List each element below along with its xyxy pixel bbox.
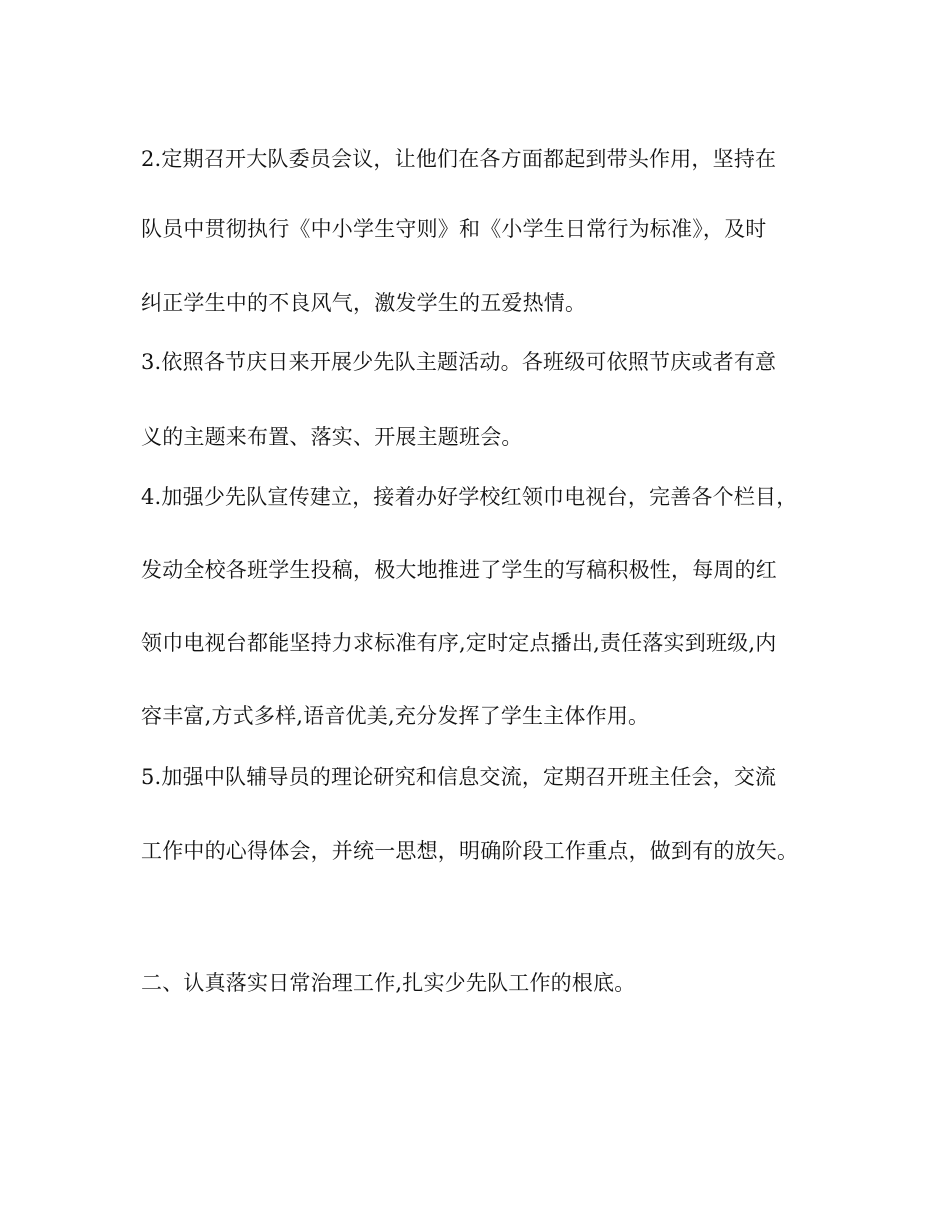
paragraph-line: 发动全校各班学生投稿，极大地推进了学生的写稿积极性，每周的红 <box>141 558 777 582</box>
paragraph-line: 5.加强中队辅导员的理论研究和信息交流，定期召开班主任会，交流 <box>141 765 777 789</box>
paragraph-line: 工作中的心得体会，并统一思想，明确阶段工作重点，做到有的放矢。 <box>141 839 799 863</box>
paragraph-line: 2.定期召开大队委员会议，让他们在各方面都起到带头作用，坚持在 <box>141 147 777 171</box>
paragraph-line: 队员中贯彻执行《中小学生守则》和《小学生日常行为标准》，及时 <box>141 217 767 241</box>
paragraph-line: 4.加强少先队宣传建立，接着办好学校红领巾电视台，完善各个栏目， <box>141 485 798 509</box>
paragraph-line: 义的主题来布置、落实、开展主题班会。 <box>141 425 523 449</box>
paragraph-line: 纠正学生中的不良风气，激发学生的五爱热情。 <box>141 291 587 315</box>
paragraph-line: 领巾电视台都能坚持力求标准有序,定时定点播出,责任落实到班级,内 <box>141 631 777 655</box>
section-heading: 二、认真落实日常治理工作,扎实少先队工作的根底。 <box>141 971 636 995</box>
paragraph-line: 容丰富,方式多样,语音优美,充分发挥了学生主体作用。 <box>141 704 650 728</box>
paragraph-line: 3.依照各节庆日来开展少先队主题活动。各班级可依照节庆或者有意 <box>141 350 777 374</box>
